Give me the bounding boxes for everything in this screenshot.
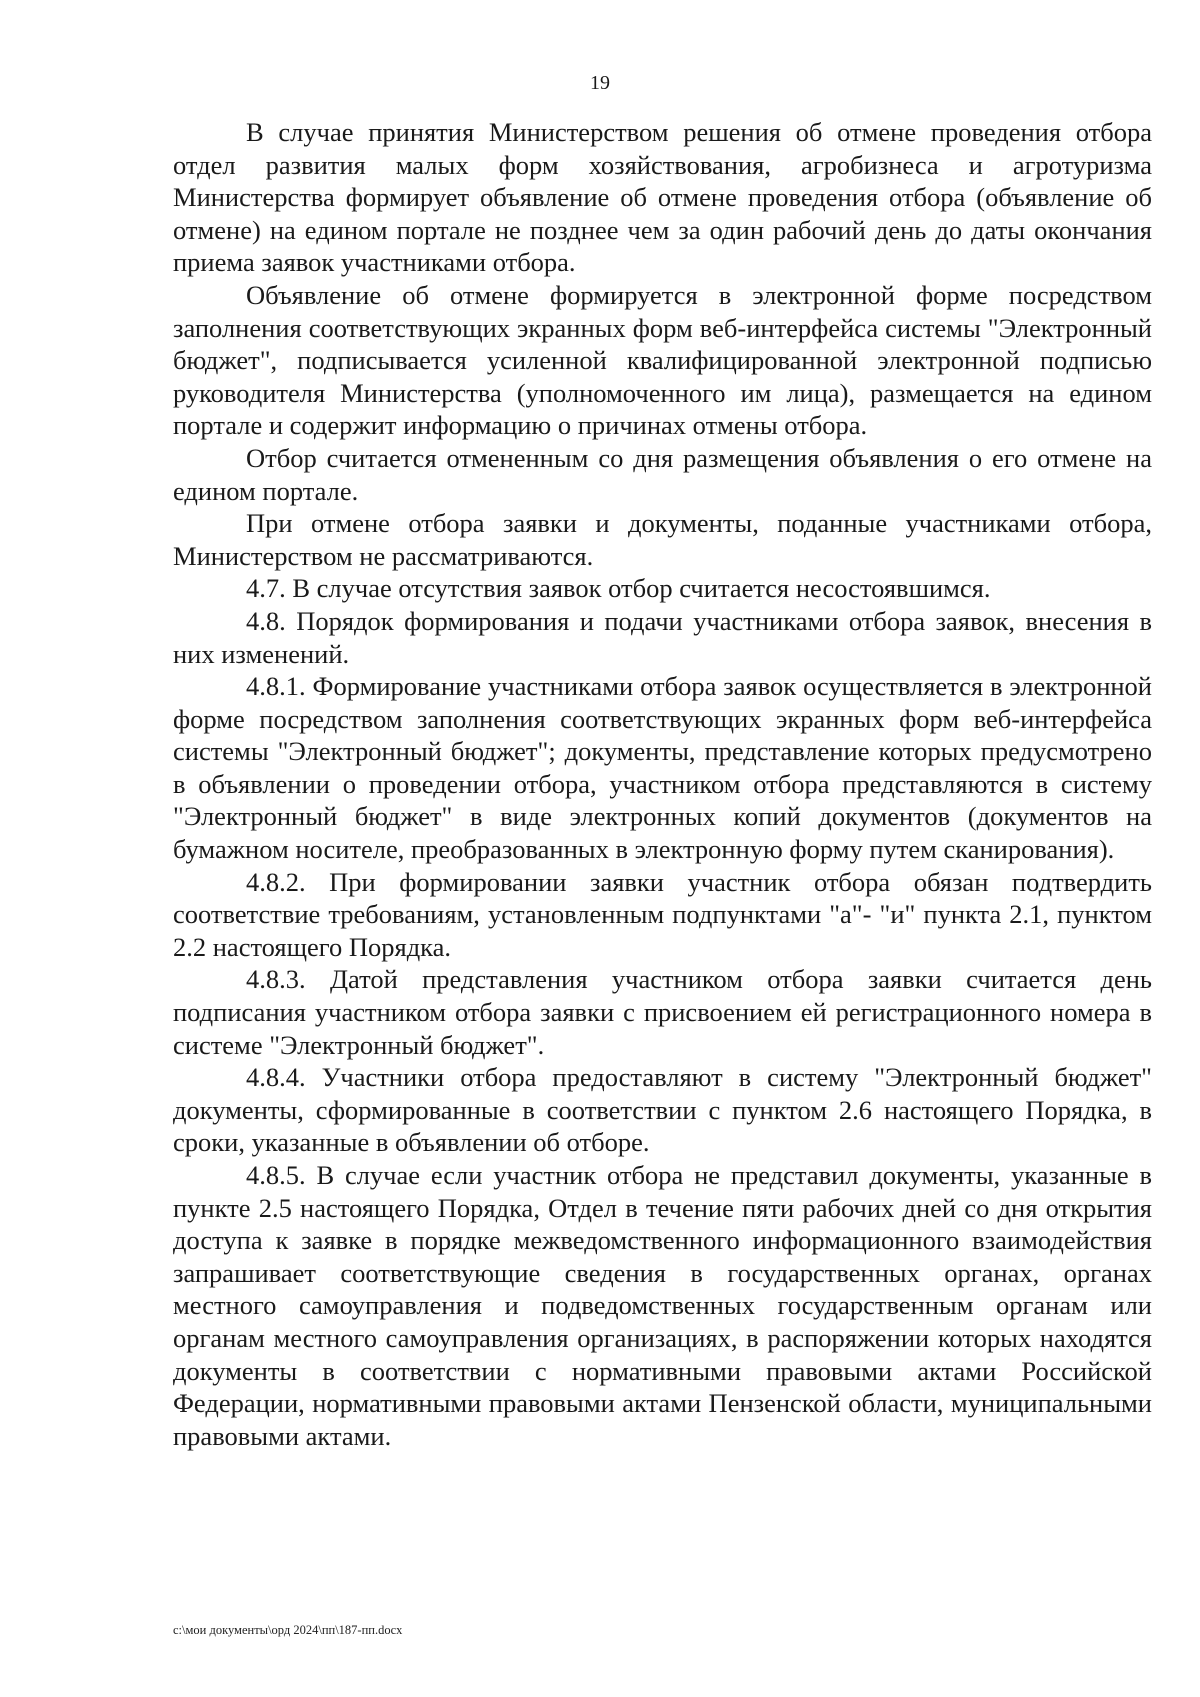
footer-file-path: c:\мои документы\орд 2024\пп\187-пп.docx <box>173 1623 403 1637</box>
paragraph: 4.8.1. Формирование участниками отбора заявок осуществляется в электронной форме посредством заполнения соответствующих экранных форм веб-интерфейса системы "Электронный бюджет"; документы, представление которых предусмотрено в объявлении о проведении отбора, участником отбора представляются в систему "Электронный бюджет" в виде электронных копий документов (документов на бумажном носителе, преобразованных в электронную форму путем сканирования). <box>173 671 1152 865</box>
paragraph: 4.8.3. Датой представления участником отбора заявки считается день подписания участником отбора заявки с присвоением ей регистрационного номера в системе "Электронный бюджет". <box>173 964 1152 1060</box>
paragraph: Объявление об отмене формируется в электронной форме посредством заполнения соответствующих экранных форм веб-интерфейса системы "Электронный бюджет", подписывается усиленной квалифицированной электронной подписью руководителя Министерства (уполномоченного им лица), размещается на едином портале и содержит информацию о причинах отмены отбора. <box>173 279 1152 441</box>
paragraph: 4.8.4. Участники отбора предоставляют в систему "Электронный бюджет" документы, сформированные в соответствии с пунктом 2.6 настоящего Порядка, в сроки, указанные в объявлении об отборе. <box>173 1062 1152 1158</box>
paragraph: 4.8.5. В случае если участник отбора не представил документы, указанные в пункте 2.5 настоящего Порядка, Отдел в течение пяти рабочих дней со дня открытия доступа к заявке в порядке межведомственного информационного взаимодействия запрашивает соответствующие сведения в государственных органах, органах местного самоуправления и подведомственных государственным органам или органам местного самоуправления организациях, в распоряжении которых находятся документы в соответствии с нормативными правовыми актами Российской Федерации, нормативными правовыми актами Пензенской области, муниципальными правовыми актами. <box>173 1160 1152 1451</box>
paragraph: 4.7. В случае отсутствия заявок отбор считается несостоявшимся. <box>246 573 991 604</box>
document-body <box>173 116 1152 1452</box>
paragraph: 4.8.2. При формировании заявки участник отбора обязан подтвердить соответствие требованиям, установленным подпунктами "а"- "и" пункта 2.1, пунктом 2.2 настоящего Порядка. <box>173 866 1152 962</box>
paragraph: Отбор считается отмененным со дня размещения объявления о его отмене на едином портале. <box>173 442 1152 506</box>
page-number: 19 <box>590 72 610 94</box>
paragraph: В случае принятия Министерством решения об отмене проведения отбора отдел развития малых форм хозяйствования, агробизнеса и агротуризма Министерства формирует объявление об отмене проведения отбора (объявление об отмене) на едином портале не позднее чем за один рабочий день до даты окончания приема заявок участниками отбора. <box>173 117 1152 278</box>
paragraph: При отмене отбора заявки и документы, поданные участниками отбора, Министерством не рассматриваются. <box>173 508 1152 571</box>
paragraph: 4.8. Порядок формирования и подачи участниками отбора заявок, внесения в них изменений. <box>173 605 1152 669</box>
